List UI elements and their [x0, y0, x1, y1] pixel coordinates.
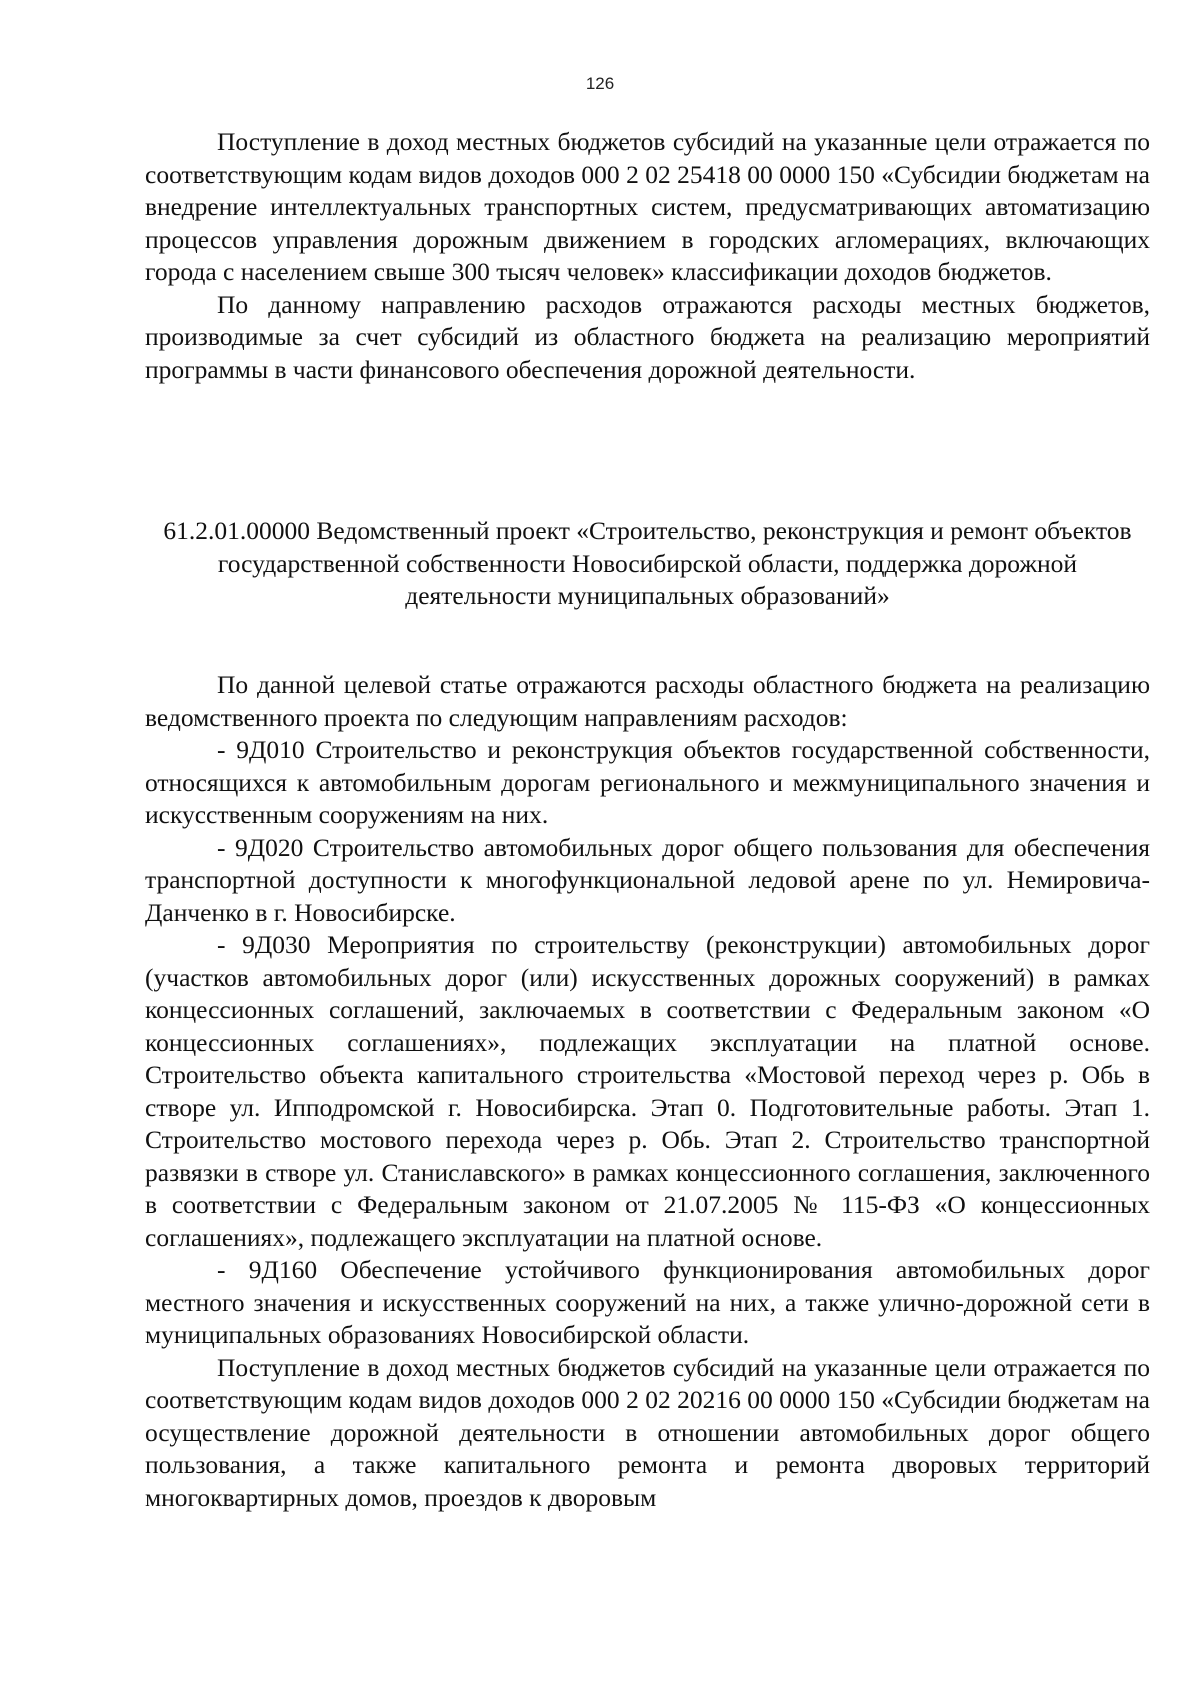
- list-item-9d160: - 9Д160 Обеспечение устойчивого функционирования автомобильных дорог местного значения и искусственных сооружений на них, а также улично-дорожной сети в муниципальных образованиях Новосибирской области.: [145, 1255, 1150, 1349]
- page-number: 126: [585, 74, 615, 93]
- paragraph: Поступление в доход местных бюджетов субсидий на указанные цели отражается по соответствующим кодам видов доходов 000 2 02 20216 00 0000 150 «Субсидии бюджетам на осуществление дорожной деятельности в отношении автомобильных дорог общего пользования, а также капитального ремонта и ремонта дворовых территорий многоквартирных домов, проездов к дворовым: [145, 1352, 1150, 1512]
- list-item-9d030: - 9Д030 Мероприятия по строительству (реконструкции) автомобильных дорог (участков автомобильных дорог (или) искусственных дорожных сооружений) в рамках концессионных соглашений, заключаемых в соответствии с Федеральным законом «О концессионных соглашениях», подлежащих эксплуатации на платной основе. Строительство объекта капитального строительства «Мостовой переход через р. Обь в створе ул. Ипподромской г. Новосибирска. Этап 0. Подготовительные работы. Этап 1. Строительство мостового перехода через р. Обь. Этап 2. Строительство транспортной развязки в створе ул. Станиславского» в рамках концессионного соглашения, заключенного в соответствии с Федеральным законом от 21.07.2005 № 115-ФЗ «О концессионных соглашениях», подлежащего эксплуатации на платной основе.: [145, 930, 1150, 1252]
- section-heading: 61.2.01.00000 Ведомственный проект «Строительство, реконструкция и ремонт объектов государственной собственности Новосибирской области, поддержка дорожной деятельности муниципальных образований»: [163, 516, 1132, 610]
- paragraph: По данному направлению расходов отражаются расходы местных бюджетов, производимые за счет субсидий из областного бюджета на реализацию мероприятий программы в части финансового обеспечения дорожной деятельности.: [145, 289, 1150, 384]
- list-item-9d020: - 9Д020 Строительство автомобильных дорог общего пользования для обеспечения транспортной доступности к многофункциональной ледовой арене по ул. Немировича-Данченко в г. Новосибирске.: [145, 832, 1150, 927]
- list-item-9d010: - 9Д010 Строительство и реконструкция объектов государственной собственности, относящихся к автомобильным дорогам регионального и межмуниципального значения и искусственным сооружениям на них.: [145, 735, 1150, 829]
- intro-text-block: [145, 126, 1150, 386]
- section-text-block: [145, 669, 1150, 1514]
- paragraph: Поступление в доход местных бюджетов субсидий на указанные цели отражается по соответствующим кодам видов доходов 000 2 02 25418 00 0000 150 «Субсидии бюджетам на внедрение интеллектуальных транспортных систем, предусматривающих автоматизацию процессов управления дорожным движением в городских агломерациях, включающих города с населением свыше 300 тысяч человек» классификации доходов бюджетов.: [145, 127, 1150, 286]
- paragraph: По данной целевой статье отражаются расходы областного бюджета на реализацию ведомственного проекта по следующим направлениям расходов:: [145, 670, 1150, 732]
